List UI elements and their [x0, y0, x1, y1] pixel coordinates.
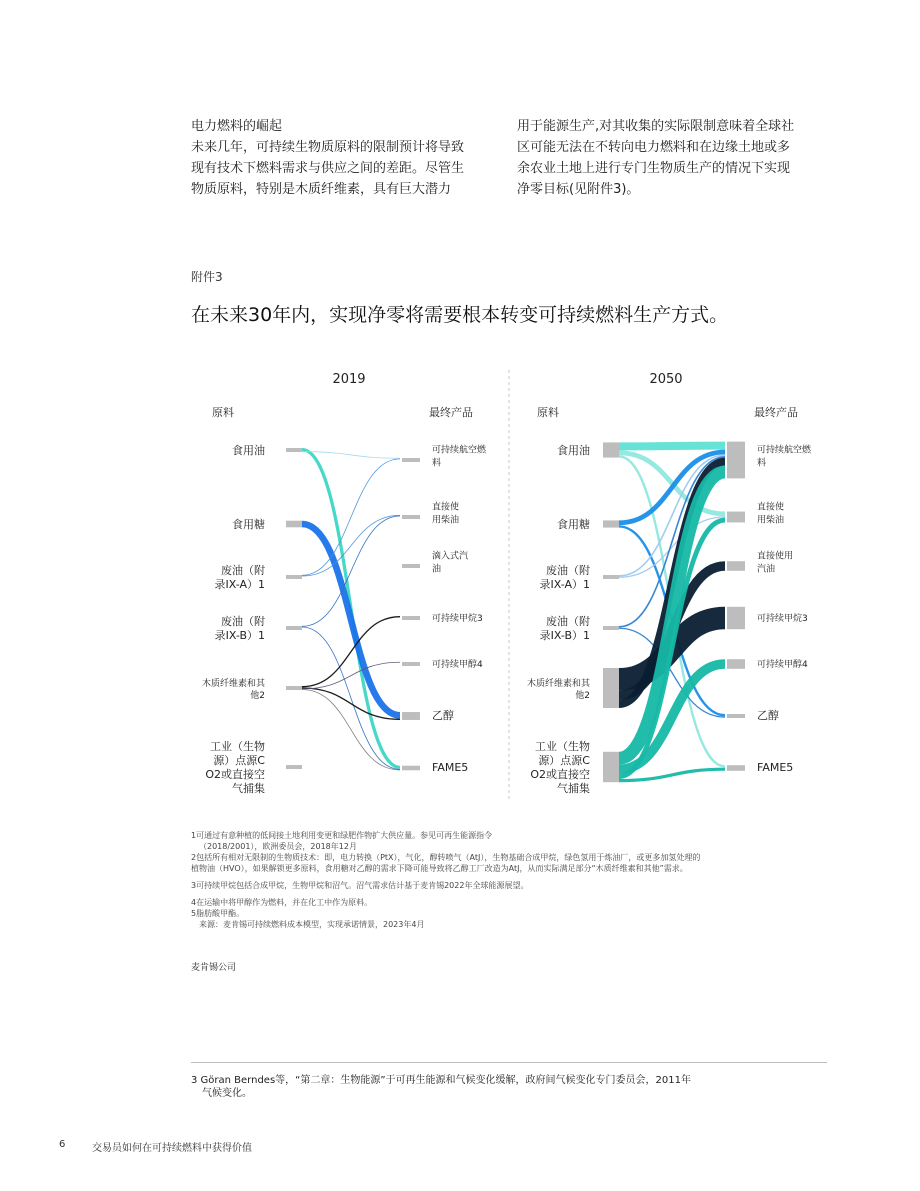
paragraph-line: 现有技术下燃料需求与供应之间的差距。尽管生 — [191, 161, 465, 176]
source-node-bar — [603, 575, 619, 579]
divider — [191, 1062, 827, 1063]
source-node-label: 废油（附 — [546, 615, 590, 628]
target-header: 最终产品 — [429, 406, 473, 419]
footnote-1-cont: （2018/2001），欧洲委员会，2018年12月 — [199, 842, 357, 851]
target-node-bar — [402, 616, 420, 620]
source-node-bar — [286, 765, 302, 769]
intro-left-column — [191, 116, 503, 200]
target-node-bar — [727, 714, 745, 718]
source-node-label: 录IX-A）1 — [214, 578, 265, 591]
source-node-label: 他2 — [575, 691, 590, 701]
source-node-label: 录IX-A）1 — [539, 578, 590, 591]
target-node-bar — [402, 662, 420, 666]
target-header: 最终产品 — [754, 406, 798, 419]
target-node-label: 用柴油 — [757, 515, 785, 526]
target-node-label: 料 — [757, 458, 767, 469]
target-node-bar — [727, 512, 745, 523]
target-node-label: 直接使 — [757, 502, 785, 513]
source-node-label: 源）点源C — [538, 754, 590, 767]
reference-line-cont: 气候变化。 — [202, 1088, 252, 1099]
sankey-flow — [619, 446, 725, 447]
source-node-label: 木质纤维素和其 — [526, 679, 590, 689]
exhibit-title: 在未来30年内，实现净零将需要根本转变可持续燃料生产方式。 — [191, 304, 729, 326]
reference-note — [191, 1074, 791, 1100]
intro-right-column — [517, 116, 829, 200]
target-node-label: 料 — [432, 458, 442, 469]
target-node-bar — [402, 515, 420, 519]
sankey-flow — [302, 662, 400, 689]
target-node-label: 直接使 — [432, 502, 460, 513]
target-node-bar — [727, 607, 745, 629]
target-node-label: 用柴油 — [432, 515, 460, 526]
source-node-label: 废油（附 — [221, 564, 265, 577]
running-title: 交易员如何在可持续燃料中获得价值 — [92, 1143, 252, 1154]
target-node-label: FAME5 — [757, 761, 794, 774]
target-node-label: 汽油 — [757, 564, 776, 575]
source-node-bar — [286, 448, 302, 452]
source-note: 来源：麦肯锡可持续燃料成本模型，实现承诺情景，2023年4月 — [199, 920, 425, 929]
source-node-label: O2或直接空 — [530, 768, 590, 781]
target-node-label: 乙醇 — [757, 709, 779, 722]
page-number: 6 — [59, 1139, 66, 1150]
footnote-5: 5脂肪酸甲酯。 — [191, 909, 245, 918]
source-node-label: 废油（附 — [546, 564, 590, 577]
source-node-label: 气捕集 — [557, 782, 590, 795]
paragraph-line: 区可能无法在不转向电力燃料和在边缘土地或多 — [517, 140, 791, 155]
target-node-label: 可持续甲醇4 — [757, 660, 808, 670]
source-node-bar — [603, 442, 619, 457]
target-node-bar — [727, 442, 745, 479]
source-node-bar — [603, 668, 619, 708]
sankey-flow — [302, 452, 400, 459]
source-node-label: 工业（生物 — [210, 740, 265, 753]
source-node-label: 源）点源C — [213, 754, 265, 767]
source-node-label: 工业（生物 — [535, 740, 590, 753]
paragraph-line: 物质原料，特别是木质纤维素，具有巨大潜力 — [191, 182, 452, 197]
target-node-bar — [727, 561, 745, 571]
source-node-label: 录IX-B）1 — [539, 629, 590, 642]
source-node-label: 食用糖 — [557, 518, 590, 531]
target-node-bar — [402, 766, 420, 771]
target-node-label: 可持续航空燃 — [757, 445, 812, 456]
source-node-bar — [603, 520, 619, 527]
source-node-bar — [286, 575, 302, 579]
sankey-chart — [0, 360, 920, 820]
target-node-bar — [727, 765, 745, 771]
paragraph-line: 余农业土地上进行专门生物质生产的情况下实现 — [517, 161, 791, 176]
sankey-flow — [302, 515, 400, 576]
target-node-bar — [402, 458, 420, 462]
target-node-label: 可持续甲醇4 — [432, 660, 483, 670]
target-node-label: 油 — [432, 564, 442, 575]
chart-year-label: 2050 — [649, 372, 683, 387]
sankey-flow — [302, 627, 400, 769]
target-node-label: 可持续甲烷3 — [432, 614, 483, 624]
target-node-label: 可持续航空燃 — [432, 445, 487, 456]
source-header: 原料 — [212, 406, 234, 419]
footnotes — [191, 830, 831, 930]
source-node-bar — [603, 752, 619, 782]
source-node-label: 食用油 — [232, 444, 265, 457]
source-node-label: 食用糖 — [232, 518, 265, 531]
source-node-bar — [286, 686, 302, 690]
paragraph-line: 净零目标(见附件3)。 — [517, 182, 640, 197]
target-node-label: 可持续甲烷3 — [757, 614, 808, 624]
publisher-name: 麦肯锡公司 — [191, 963, 237, 973]
source-node-label: 气捕集 — [232, 782, 265, 795]
footnote-2: 2包括所有相对无限制的生物质技术：即，电力转换（PtX），气化，醇转喷气（AtJ），生物基础合成甲烷，绿色氢用于炼油厂，或更多加氢处理的 — [191, 853, 701, 862]
target-node-label: 滴入式汽 — [432, 551, 469, 562]
source-node-label: 废油（附 — [221, 615, 265, 628]
reference-line: 3 Göran Berndes等，“第二章：生物能源”于可再生能源和气候变化缓解，政府间气候变化专门委员会，2011年 — [191, 1075, 691, 1086]
chart-year-label: 2019 — [332, 372, 366, 387]
source-node-label: 木质纤维素和其 — [201, 679, 265, 689]
footnote-1: 1可通过有意种植的低间接土地利用变更和绿肥作物扩大供应量。参见可再生能源指令 — [191, 831, 493, 840]
target-node-bar — [402, 712, 420, 720]
target-node-label: 直接使用 — [757, 551, 794, 562]
footnote-2-cont: 植物油（HVO），如果解锁更多原料，食用糖对乙醇的需求下降可能导致将乙醇工厂改造为AtJ，从而实际满足部分“木质纤维素和其他”需求。 — [191, 864, 688, 873]
source-node-label: O2或直接空 — [205, 768, 265, 781]
exhibit-label: 附件3 — [191, 270, 223, 284]
source-node-bar — [286, 521, 302, 528]
source-node-label: 食用油 — [557, 444, 590, 457]
target-node-bar — [727, 659, 745, 669]
footnote-3: 3可持续甲烷包括合成甲烷，生物甲烷和沼气。沼气需求估计基于麦肯锡2022年全球能源展望。 — [191, 881, 529, 890]
paragraph-line: 未来几年，可持续生物质原料的限制预计将导致 — [191, 140, 465, 155]
paragraph-line: 用于能源生产,对其收集的实际限制意味着全球社 — [517, 119, 795, 134]
source-node-bar — [286, 626, 302, 630]
source-node-label: 他2 — [250, 691, 265, 701]
target-node-label: 乙醇 — [432, 709, 454, 722]
source-header: 原料 — [537, 406, 559, 419]
source-node-bar — [603, 626, 619, 630]
target-node-label: FAME5 — [432, 761, 469, 774]
section-heading: 电力燃料的崛起 — [191, 119, 283, 134]
target-node-bar — [402, 564, 420, 568]
footnote-4: 4在运输中将甲醇作为燃料，并在化工中作为原料。 — [191, 898, 373, 907]
source-node-label: 录IX-B）1 — [214, 629, 265, 642]
